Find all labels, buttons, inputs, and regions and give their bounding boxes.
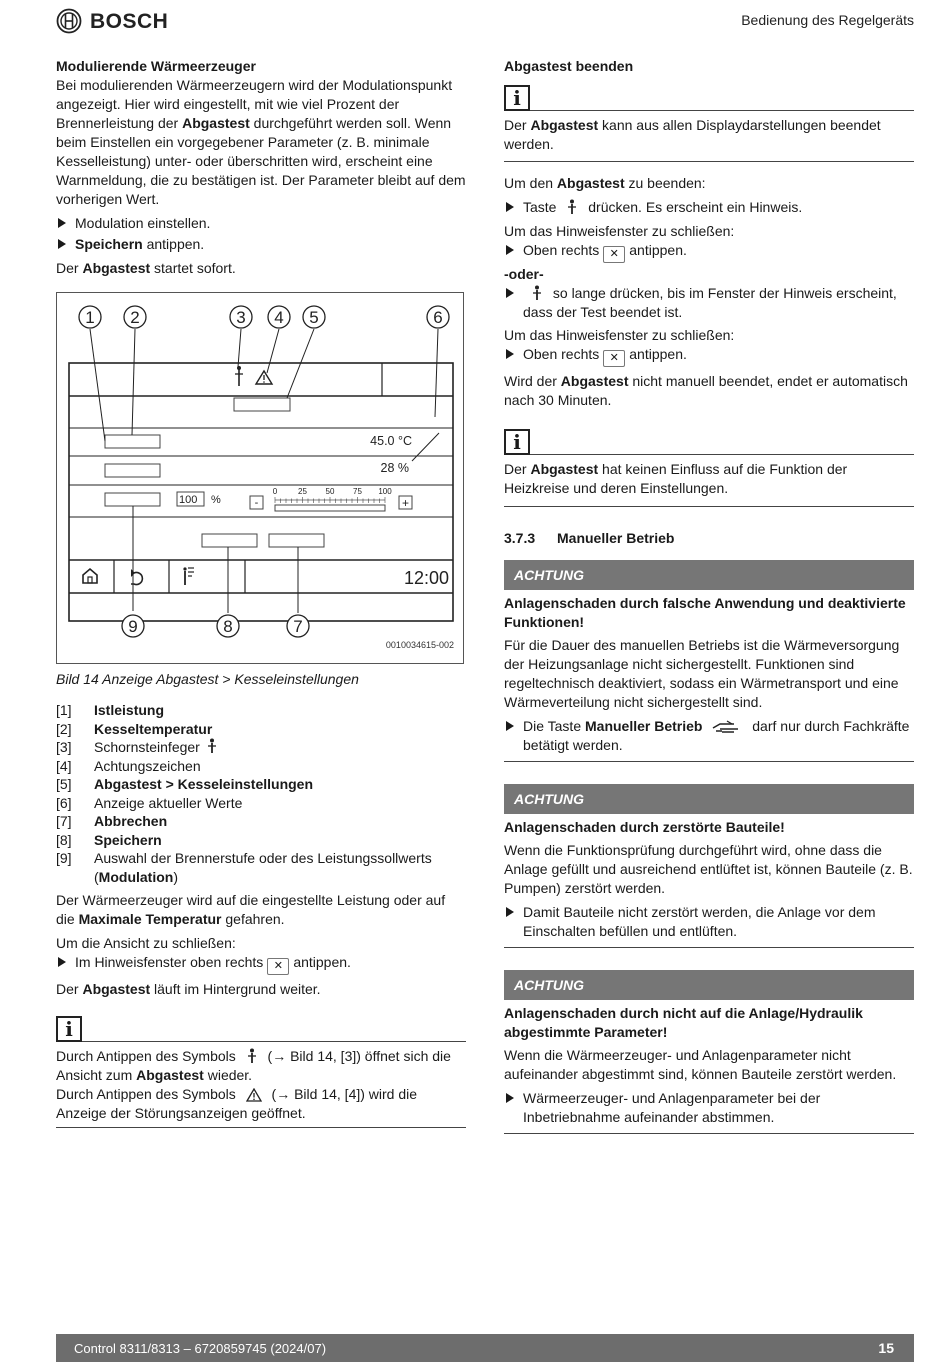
cancel-button[interactable]: [269, 534, 324, 547]
auto-end-text: Wird der Abgastest nicht manuell beendet, endet er automatisch nach 30 Minuten.: [504, 373, 908, 408]
close-hint-intro-2: Um das Hinweisfenster zu schließen:: [504, 327, 735, 343]
callout-label-2: 2: [130, 308, 140, 327]
svg-text:+: +: [401, 496, 410, 510]
warning-block-2: Anlagenschaden durch zerstörte Bauteile! Wenn die Funktionsprüfung durchgeführt wird, ohne dass die Anlage gefüllt und ausreichend entlüftet ist, können Bauteile (z. B. Pumpen) zerstört werden. Damit Bauteile nicht zerstört werden, die Anlage vor dem Einschalten befüllen und entlüften.: [504, 814, 914, 948]
legend-item-1: [1] Istleistung: [56, 702, 165, 718]
brand-name: BOSCH: [90, 9, 169, 33]
footer-doc-info: Control 8311/8313 – 6720859745 (2024/07): [74, 1341, 327, 1356]
or-separator: -oder-: [504, 266, 544, 282]
callout-label-9: 9: [128, 617, 138, 636]
callout-label-5: 5: [309, 308, 319, 327]
section-header: Bedienung des Regelgeräts: [741, 12, 914, 28]
callout-label-3: 3: [236, 308, 246, 327]
modulating-title: Modulierende Wärmeerzeuger: [56, 58, 256, 74]
left-column: [56, 57, 466, 1128]
end-test-intro: Um den Abgastest zu beenden:: [504, 175, 706, 191]
save-button[interactable]: [202, 534, 257, 547]
modulation-slider[interactable]: [275, 505, 385, 511]
step-press-key: Taste drücken. Es erscheint ein Hinweis.: [504, 198, 914, 217]
warning-label-1: ACHTUNG: [504, 560, 914, 590]
svg-text:%: %: [211, 494, 221, 506]
step-close-hint-1: Oben rechts ✕ antippen.: [504, 241, 914, 263]
warning-label-3: ACHTUNG: [504, 970, 914, 1000]
close-hint-intro-1: Um das Hinweisfenster zu schließen:: [504, 223, 735, 239]
legend-item-5: [5] Abgastest > Kesseleinstellungen: [56, 776, 314, 792]
bosch-logo: [56, 8, 168, 34]
svg-text:100: 100: [179, 494, 198, 506]
legend-item-8: [8] Speichern: [56, 831, 162, 848]
chimney-sweep-icon: [246, 1048, 258, 1064]
callout-label-6: 6: [433, 308, 443, 327]
info-box-heating: i Der Abgastest hat keinen Einfluss auf die Funktion der Heizkreise und deren Einstellungen.: [504, 424, 914, 507]
modulating-intro: Bei modulierenden Wärmeerzeugern wird der Modulationspunkt angezeigt. Hier wird eingestellt, mit wie viel Prozent der Brennerleistung der Abgastest durchgeführt werden soll. Wenn beim Einstellen ein vorgegebener Parameter (z. B. minimale Kesselleistung) unter- oder überschritten wird, erscheint eine Warnmeldung, die zu bestätigen ist. Der Parameter bleibt auf dem vorherigen Wert.: [56, 77, 466, 207]
page-number: 15: [878, 1340, 894, 1356]
warning-triangle-icon: [246, 1088, 262, 1102]
end-test-title: Abgastest beenden: [504, 58, 634, 74]
label-field-2: [105, 435, 160, 448]
legend-item-7: [7] Abbrechen: [56, 813, 168, 829]
chimney-sweep-icon: [566, 199, 578, 215]
close-x-icon: ✕: [267, 958, 289, 975]
test-starts-text: Der Abgastest startet sofort.: [56, 260, 236, 276]
warning-label-2: ACHTUNG: [504, 784, 914, 814]
info-icon: i: [504, 429, 530, 455]
bosch-armature-icon: [56, 8, 82, 34]
legend-item-6: [6] Anzeige aktueller Werte: [56, 794, 243, 811]
scale-label: 50: [325, 487, 335, 496]
info-box-symbols: i Durch Antippen des Symbols (→ Bild 14, [3]) öffnet sich die Ansicht zum Abgastest wieder. Durch Antippen des Symbols (→ Bild 14, [4]) wird die Anzeige der Störungsanzeigen geöffnet.: [56, 1011, 466, 1128]
clock-time: 12:00: [403, 568, 449, 588]
callout-label-1: 1: [85, 308, 95, 327]
background-text: Der Abgastest läuft im Hintergrund weiter.: [56, 981, 321, 997]
callout-label-7: 7: [293, 617, 303, 636]
figure-caption: Bild 14 Anzeige Abgastest > Kesseleinstellungen: [56, 671, 359, 687]
legend-item-9: [9] Auswahl der Brennerstufe oder des Leistungssollwerts (Modulation): [56, 850, 432, 885]
temperature-value: 45.0 °C: [370, 434, 412, 448]
section-title: 3.7.3 Manueller Betrieb: [504, 530, 675, 546]
right-column: [504, 57, 914, 1134]
legend-item-2: [2] Kesseltemperatur: [56, 720, 213, 737]
close-view-intro: Um die Ansicht zu schließen:: [56, 935, 236, 951]
scale-label: 25: [298, 487, 307, 496]
warning-block-3: Anlagenschaden durch nicht auf die Anlage/Hydraulik abgestimmte Parameter! Wenn die Wärmeerzeuger- und Anlagenparameter nicht aufeinander abgestimmt sind, können Bauteile zerstört werden. Wärmeerzeuger- und Anlagenparameter bei der Inbetriebnahme aufeinander abstimmen.: [504, 1000, 914, 1134]
info-icon: i: [56, 1016, 82, 1042]
step-close-hint-2: Oben rechts ✕ antippen.: [504, 345, 914, 367]
drive-text: Der Wärmeerzeuger wird auf die eingestellte Leistung oder auf die Maximale Temperatur gefahren.: [56, 892, 446, 927]
step-tap-save: Speichern antippen.: [56, 235, 466, 254]
chimney-sweep-icon: [531, 285, 543, 301]
callout-label-4: 4: [274, 308, 284, 327]
label-field-1: [105, 464, 160, 477]
step-set-modulation: Modulation einstellen.: [56, 214, 466, 233]
label-field-9: [105, 493, 160, 506]
info-box-end: i Der Abgastest kann aus allen Displaydarstellungen beendet werden.: [504, 80, 914, 162]
scale-label: 100: [378, 487, 392, 496]
close-view-step: Im Hinweisfenster oben rechts ✕ antippen.: [56, 953, 466, 975]
scale-label: 0: [272, 487, 278, 496]
display-diagram: [57, 293, 465, 665]
legend-item-3: [3] Schornsteinfeger: [56, 738, 466, 757]
close-x-icon: ✕: [603, 246, 625, 263]
title-field: [234, 398, 290, 411]
figure-14: [56, 292, 464, 664]
info-icon: i: [504, 85, 530, 111]
figure-code: 0010034615-002: [385, 640, 454, 650]
figure-legend: [56, 701, 466, 849]
page-footer: [56, 1334, 914, 1362]
scale-label: 75: [353, 487, 362, 496]
step-long-press: so lange drücken, bis im Fenster der Hinweis erscheint, dass der Test beendet ist.: [504, 284, 914, 322]
callout-label-8: 8: [223, 617, 233, 636]
legend-item-4: [4] Achtungszeichen: [56, 757, 201, 774]
svg-text:-: -: [254, 497, 259, 509]
warning-block-1: Anlagenschaden durch falsche Anwendung und deaktivierte Funktionen! Für die Dauer des manuellen Betriebs ist die Wärmeversorgung der Heizungsanlage nicht sichergestellt. Funktionen sind regeltechnisch deaktiviert, sodass ein Wärmetransport und eine Wärmeverteilung nicht sichergestellt sind. Die Taste Manueller Betrieb darf nur durch Fachkräfte betätigt werden.: [504, 590, 914, 762]
hand-icon: [712, 720, 742, 734]
chimney-sweep-icon: [206, 738, 218, 754]
close-x-icon: ✕: [603, 350, 625, 367]
current-percent-value: 28 %: [380, 461, 409, 475]
